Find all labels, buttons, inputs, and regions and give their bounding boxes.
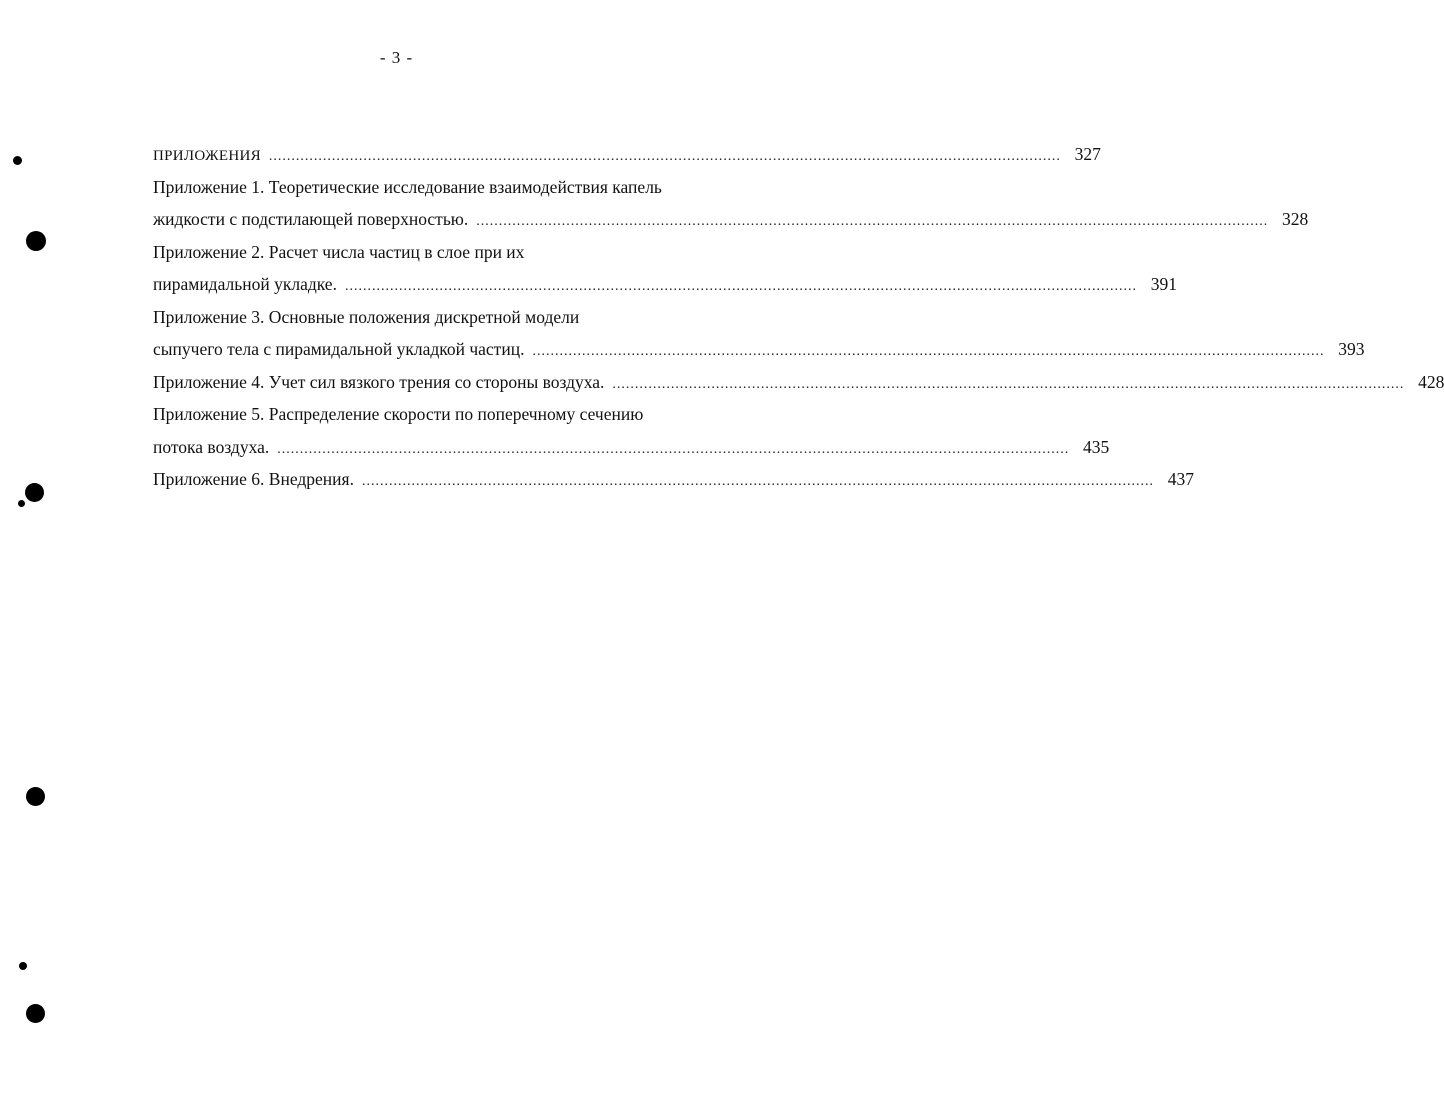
toc-page-ref: 327 — [1074, 144, 1101, 164]
scan-speck — [18, 500, 25, 507]
dot-leader: ................................................................................................................................................................................ — [361, 474, 1154, 489]
toc-page-ref: 435 — [1083, 436, 1110, 457]
punch-hole — [26, 231, 46, 251]
punch-hole — [25, 483, 44, 502]
dot-leader: ................................................................................................................................................................................ — [532, 344, 1325, 359]
toc-entry-text: Приложение 1. Теоретические исследование взаимодействия капель — [153, 176, 662, 197]
dot-leader: ................................................................................................................................................................................ — [612, 376, 1405, 392]
page-number: - 3 - — [379, 48, 414, 67]
dot-leader: ................................................................................................................................................................................ — [277, 441, 1070, 457]
toc-page-ref: 393 — [1338, 339, 1365, 359]
toc-entry-text: Приложение 5. Распределение скорости по поперечному сечению — [153, 404, 644, 424]
toc-entry-text: жидкости с подстилающей поверхностью. — [153, 209, 469, 229]
toc-entry-line — [153, 463, 1194, 496]
dot-leader: ................................................................................................................................................................................ — [344, 279, 1137, 294]
table-of-contents — [153, 138, 1444, 496]
toc-entry-line — [153, 171, 728, 204]
toc-entry-line — [153, 366, 1444, 399]
toc-page-ref: 437 — [1167, 469, 1194, 489]
scan-speck — [19, 962, 27, 970]
toc-entry-text: потока воздуха. — [153, 436, 270, 457]
toc-entry-line — [153, 301, 728, 334]
toc-section-heading — [153, 138, 1101, 171]
toc-entry-text: Приложение 2. Расчет числа частиц в слое при их — [153, 241, 525, 262]
toc-entry-line — [153, 236, 728, 269]
toc-page-ref: 391 — [1150, 274, 1177, 294]
toc-entry-line — [153, 333, 1365, 366]
toc-entry-text: Приложение 6. Внедрения. — [153, 469, 354, 489]
toc-entry-text: Приложение 4. Учет сил вязкого трения со стороны воздуха. — [153, 371, 605, 392]
toc-page-ref: 328 — [1282, 209, 1309, 229]
scan-speck — [13, 156, 22, 165]
toc-entry-text: пирамидальной укладке. — [153, 274, 337, 294]
toc-entry-text: сыпучего тела с пирамидальной укладкой частиц. — [153, 339, 525, 359]
toc-entry-line — [153, 431, 1110, 464]
dot-leader: ................................................................................................................................................................................ — [268, 149, 1061, 164]
toc-entry-line — [153, 203, 1309, 236]
toc-entry-text: Приложение 3. Основные положения дискретной модели — [153, 306, 580, 327]
toc-entry-line — [153, 268, 1177, 301]
punch-hole — [26, 787, 45, 806]
punch-hole — [26, 1004, 45, 1023]
toc-section-title: ПРИЛОЖЕНИЯ — [153, 148, 261, 164]
toc-entry-line — [153, 398, 728, 431]
dot-leader: ................................................................................................................................................................................ — [476, 214, 1269, 229]
toc-page-ref: 428 — [1418, 371, 1444, 392]
